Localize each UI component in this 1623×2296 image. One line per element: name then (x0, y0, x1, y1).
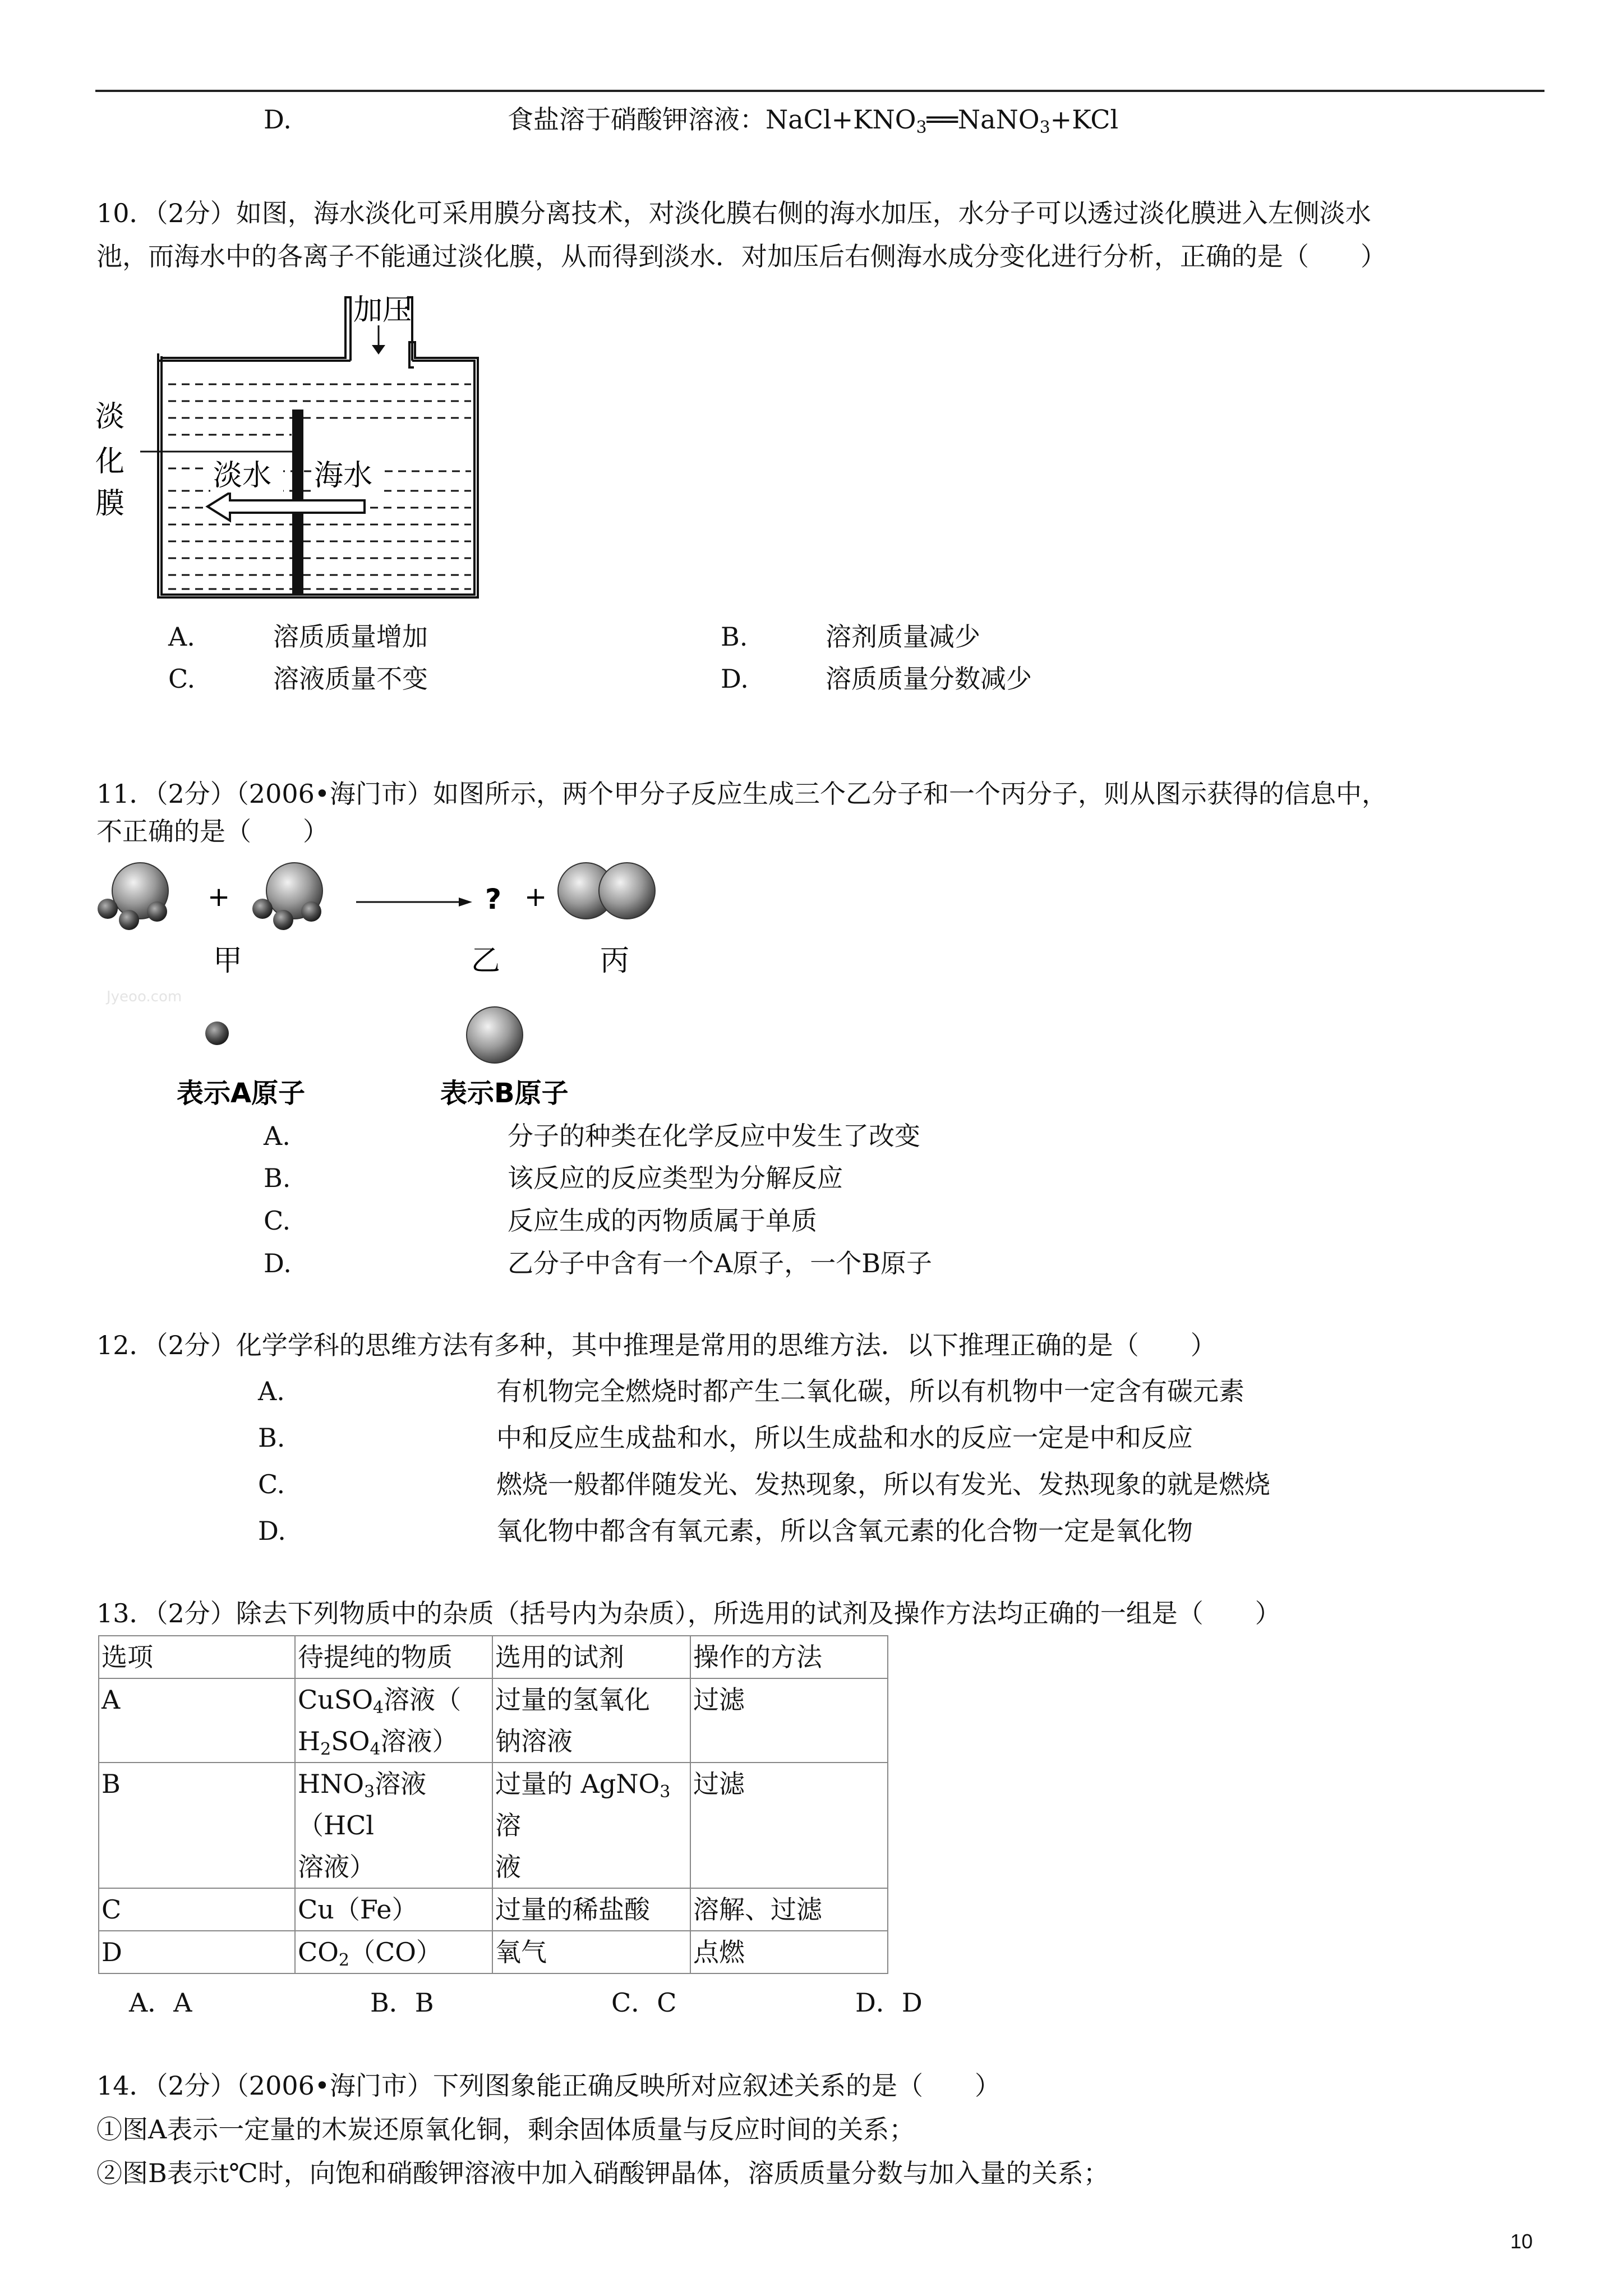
legend-b-label: 表示B原子 (440, 1078, 569, 1109)
bing-label: 丙 (600, 944, 630, 978)
desalination-diagram (95, 292, 499, 606)
q10-option-b-letter: B. (721, 622, 748, 652)
membrane-label-1: 淡 (95, 400, 125, 434)
b-atom-icon (467, 1007, 523, 1063)
header-method: 操作的方法 (690, 1636, 888, 1678)
row-b-reagent: 过量的 AgNO$_3$溶 液 (492, 1763, 690, 1888)
q12-option-b-letter: B. (258, 1423, 285, 1453)
fresh-water-label: 淡水 (213, 459, 272, 493)
q13-answer-c: C．C (611, 1987, 677, 2018)
molecule-reaction-diagram (95, 853, 712, 1122)
row-c-substance: Cu（Fe） (295, 1888, 492, 1931)
q10-option-c-text: 溶液质量不变 (273, 664, 428, 694)
row-a-option: A (99, 1678, 295, 1763)
flow-arrow-icon (208, 493, 365, 521)
q12-option-a-text: 有机物完全燃烧时都产生二氧化碳，所以有机物中一定含有碳元素 (496, 1376, 1244, 1406)
row-d-substance: $CO_2(CO)$ (295, 1931, 492, 1973)
q13-answer-a: A．A (129, 1987, 192, 2018)
membrane-label-3: 膜 (95, 487, 125, 521)
q10-option-d-text: 溶质质量分数减少 (826, 664, 1032, 694)
row-c-reagent: 过量的稀盐酸 (492, 1888, 690, 1931)
legend-a-label: 表示A原子 (177, 1078, 306, 1109)
q11-option-c-text: 反应生成的丙物质属于单质 (508, 1205, 817, 1236)
bing-molecule-icon (558, 863, 655, 919)
row-b-method: 过滤 (690, 1763, 888, 1888)
membrane-label-2: 化 (95, 445, 125, 478)
q14-statement-1: ①图A表示一定量的木炭还原氧化铜，剩余固体质量与反应时间的关系； (96, 2114, 915, 2145)
pressure-arrow-icon (372, 325, 385, 355)
q10-option-a-text: 溶质质量增加 (273, 622, 428, 652)
header-rule (95, 90, 1544, 92)
row-b-option: B (99, 1763, 295, 1888)
row-c-option: C (99, 1888, 295, 1931)
reaction-arrow-icon (356, 898, 472, 907)
q13-stem: 13．（2分）除去下列物质中的杂质（括号内为杂质），所选用的试剂及操作方法均正确的一组是（ ） (96, 1598, 1281, 1628)
q11-option-b-text: 该反应的反应类型为分解反应 (508, 1163, 843, 1193)
a-atom-icon (205, 1022, 229, 1045)
table-row (99, 1888, 888, 1931)
q13-answer-d: D．D (855, 1987, 923, 2018)
plus-sign-1: + (208, 881, 230, 913)
q12-option-a-letter: A. (258, 1376, 285, 1406)
table-row (99, 1763, 888, 1888)
row-d-reagent: 氧气 (492, 1931, 690, 1973)
q11-option-d-text: 乙分子中含有一个A原子，一个B原子 (508, 1248, 933, 1278)
unknown-product-mark: ? (485, 883, 502, 915)
header-substance: 待提纯的物质 (295, 1636, 492, 1678)
q10-option-a-letter: A. (168, 622, 195, 652)
q12-option-b-text: 中和反应生成盐和水，所以生成盐和水的反应一定是中和反应 (496, 1423, 1193, 1453)
q11-option-a-letter: A. (264, 1121, 291, 1151)
row-a-reagent: 过量的氢氧化 钠溶液 (492, 1678, 690, 1763)
q13-table (98, 1635, 888, 1974)
table-row (99, 1678, 888, 1763)
q14-statement-2: ②图B表示t℃时，向饱和硝酸钾溶液中加入硝酸钾晶体，溶质质量分数与加入量的关系； (96, 2158, 1109, 2188)
yi-label: 乙 (471, 944, 501, 978)
q11-option-d-letter: D. (264, 1248, 292, 1278)
prev-option-d-letter: D. (264, 104, 292, 135)
q12-option-d-letter: D. (258, 1516, 286, 1546)
row-b-substance: $HNO_3$溶液（HCl 溶液） (295, 1763, 492, 1888)
page-number: 10 (1510, 2230, 1533, 2253)
q13-answer-b: B．B (370, 1987, 434, 2018)
q11-option-b-letter: B. (264, 1163, 291, 1193)
jia-label: 甲 (213, 944, 243, 978)
q11-stem-line1: 11．（2分）（2006•海门市）如图所示，两个甲分子反应生成三个乙分子和一个丙分子，则从图示获得的信息中， (96, 779, 1387, 809)
q14-stem: 14．（2分）（2006•海门市）下列图象能正确反映所对应叙述关系的是（ ） (96, 2070, 1000, 2101)
table-header-row (99, 1636, 888, 1678)
q12-option-c-text: 燃烧一般都伴随发光、发热现象，所以有发光、发热现象的就是燃烧 (496, 1469, 1270, 1499)
q10-option-b-text: 溶剂质量减少 (826, 622, 980, 652)
pressure-label: 加压 (353, 293, 412, 327)
table-row (99, 1931, 888, 1973)
q10-stem-line2: 池，而海水中的各离子不能通过淡化膜，从而得到淡水．对加压后右侧海水成分变化进行分析，正确的是（ ） (96, 241, 1386, 272)
q11-option-c-letter: C. (264, 1205, 291, 1236)
prev-option-d-text: 食盐溶于硝酸钾溶液：$NaCl+KNO_3══NaNO_3+KCl$ (508, 104, 1119, 137)
watermark: Jyeoo.com (107, 988, 182, 1005)
row-a-substance: CuSO$_4$溶液（ $H_2SO_4$溶液） (295, 1678, 492, 1763)
q12-option-d-text: 氧化物中都含有氧元素，所以含氧元素的化合物一定是氧化物 (496, 1516, 1193, 1546)
sea-water-label: 海水 (314, 459, 373, 493)
q10-stem-line1: 10．（2分）如图，海水淡化可采用膜分离技术，对淡化膜右侧的海水加压，水分子可以透过淡化膜进入左侧淡水 (96, 198, 1371, 228)
tank-outline (158, 297, 478, 597)
q12-option-c-letter: C. (258, 1469, 285, 1499)
q11-option-a-text: 分子的种类在化学反应中发生了改变 (508, 1121, 920, 1151)
jia-molecule-2-icon (252, 863, 322, 930)
header-reagent: 选用的试剂 (492, 1636, 690, 1678)
header-option: 选项 (99, 1636, 295, 1678)
q12-stem: 12．（2分）化学学科的思维方法有多种，其中推理是常用的思维方法．以下推理正确的是（ ） (96, 1330, 1216, 1360)
row-a-method: 过滤 (690, 1678, 888, 1763)
q10-option-c-letter: C. (168, 664, 196, 694)
row-d-option: D (99, 1931, 295, 1973)
row-d-method: 点燃 (690, 1931, 888, 1973)
jia-molecule-1-icon (98, 863, 168, 930)
q11-stem-line2: 不正确的是（ ） (96, 816, 329, 846)
plus-sign-2: + (524, 881, 547, 913)
q10-option-d-letter: D. (721, 664, 749, 694)
row-c-method: 溶解、过滤 (690, 1888, 888, 1931)
